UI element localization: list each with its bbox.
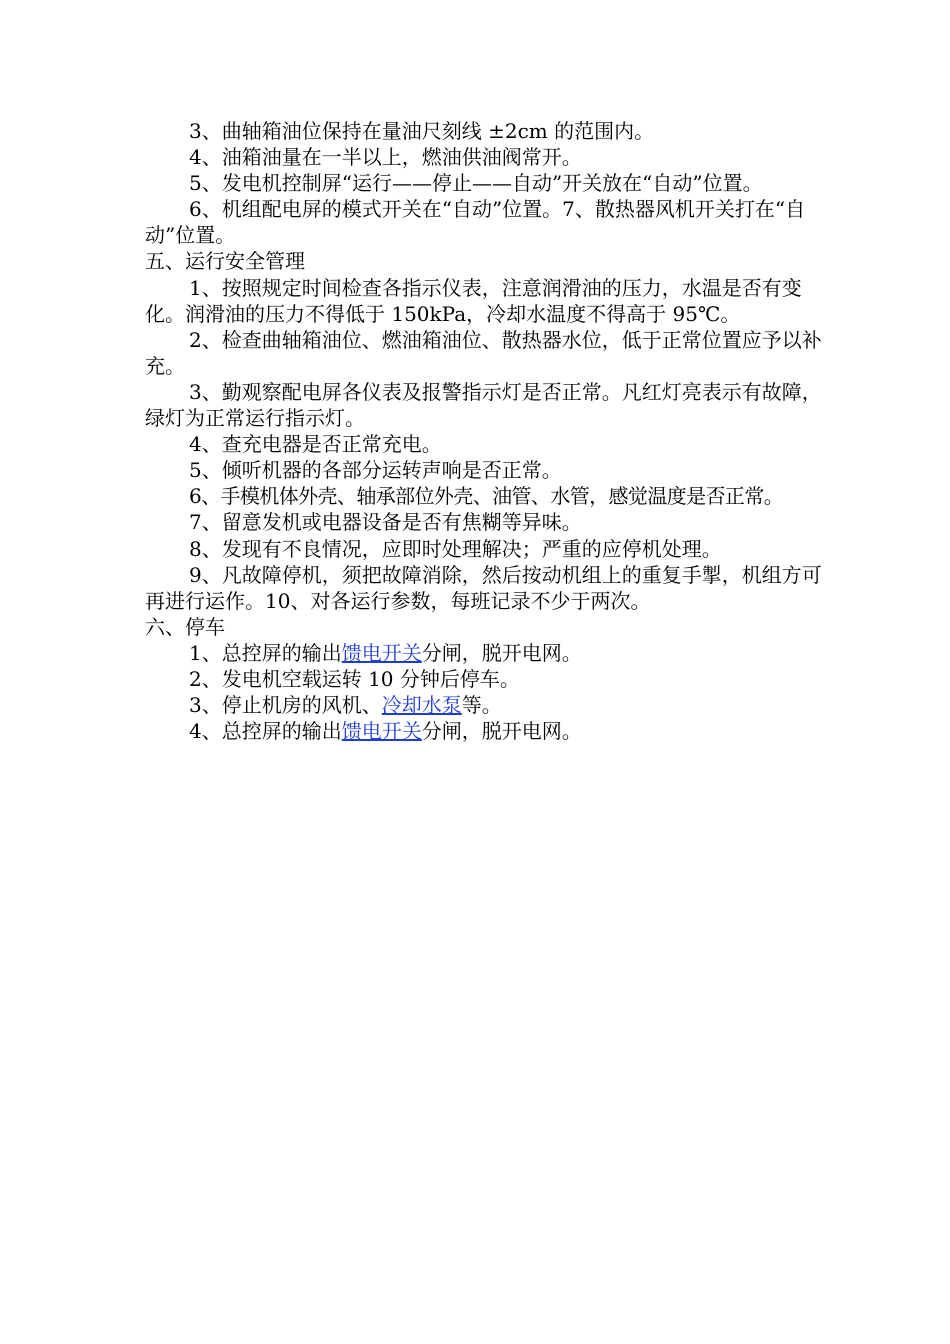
- safety-item-1: 1、按照规定时间检查各指示仪表，注意润滑油的压力，水温是否有变化。润滑油的压力不得低于 150kPa，冷却水温度不得高于 95℃。: [145, 275, 802, 326]
- safety-item-8: 8、发现有不良情况，应即时处理解决；严重的应停机处理。: [189, 536, 722, 561]
- stop-item-1: [145, 640, 825, 666]
- check-item-3: 3、曲轴箱油位保持在量油尺刻线 ±2cm 的范围内。: [189, 119, 655, 143]
- safety-item-9: 9、凡故障停机，须把故障消除，然后按动机组上的重复手掣，机组方可再进行运作。10、对各运行参数，每班记录不少于两次。: [145, 562, 822, 613]
- check-item-4: 4、油箱油量在一半以上，燃油供油阀常开。: [189, 145, 582, 170]
- stop-item-4: [145, 718, 825, 744]
- feeder-switch-link[interactable]: 馈电开关: [341, 640, 422, 665]
- section-heading-safety: 五、运行安全管理: [145, 249, 305, 274]
- stop-item-3: [145, 692, 825, 718]
- stop-item-4-text-after: 分闸，脱开电网。: [421, 719, 582, 744]
- section-heading-stop: 六、停车: [145, 614, 225, 639]
- safety-item-3: 3、勤观察配电屏各仪表及报警指示灯是否正常。凡红灯亮表示有故障，绿灯为正常运行指示灯。: [145, 379, 822, 431]
- check-item-6: 6、机组配电屏的模式开关在“自动”位置。7、散热器风机开关打在“自动”位置。: [145, 197, 806, 248]
- stop-item-4-text-before: 4、总控屏的输出: [189, 719, 342, 744]
- stop-item-1-text-before: 1、总控屏的输出: [189, 640, 342, 665]
- safety-item-7: 7、留意发机或电器设备是否有焦糊等异味。: [189, 510, 582, 535]
- cooling-pump-link[interactable]: 冷却水泵: [381, 693, 462, 718]
- stop-item-3-text-before: 3、停止机房的风机、: [189, 693, 382, 718]
- stop-item-2: 2、发电机空载运转 10 分钟后停车。: [189, 666, 520, 691]
- check-item-5: 5、发电机控制屏“运行——停止——自动”开关放在“自动”位置。: [189, 171, 763, 196]
- safety-item-4: 4、查充电器是否正常充电。: [189, 432, 442, 457]
- safety-item-5: 5、倾听机器的各部分运转声响是否正常。: [189, 458, 562, 483]
- stop-item-1-text-after: 分闸，脱开电网。: [421, 640, 582, 665]
- document-body: [145, 118, 825, 744]
- stop-item-3-text-after: 等。: [461, 693, 502, 718]
- safety-item-2: 2、检查曲轴箱油位、燃油箱油位、散热器水位，低于正常位置应予以补充。: [145, 327, 822, 378]
- safety-item-6: 6、手模机体外壳、轴承部位外壳、油管、水管，感觉温度是否正常。: [189, 484, 784, 509]
- feeder-switch-link-2[interactable]: 馈电开关: [341, 719, 422, 744]
